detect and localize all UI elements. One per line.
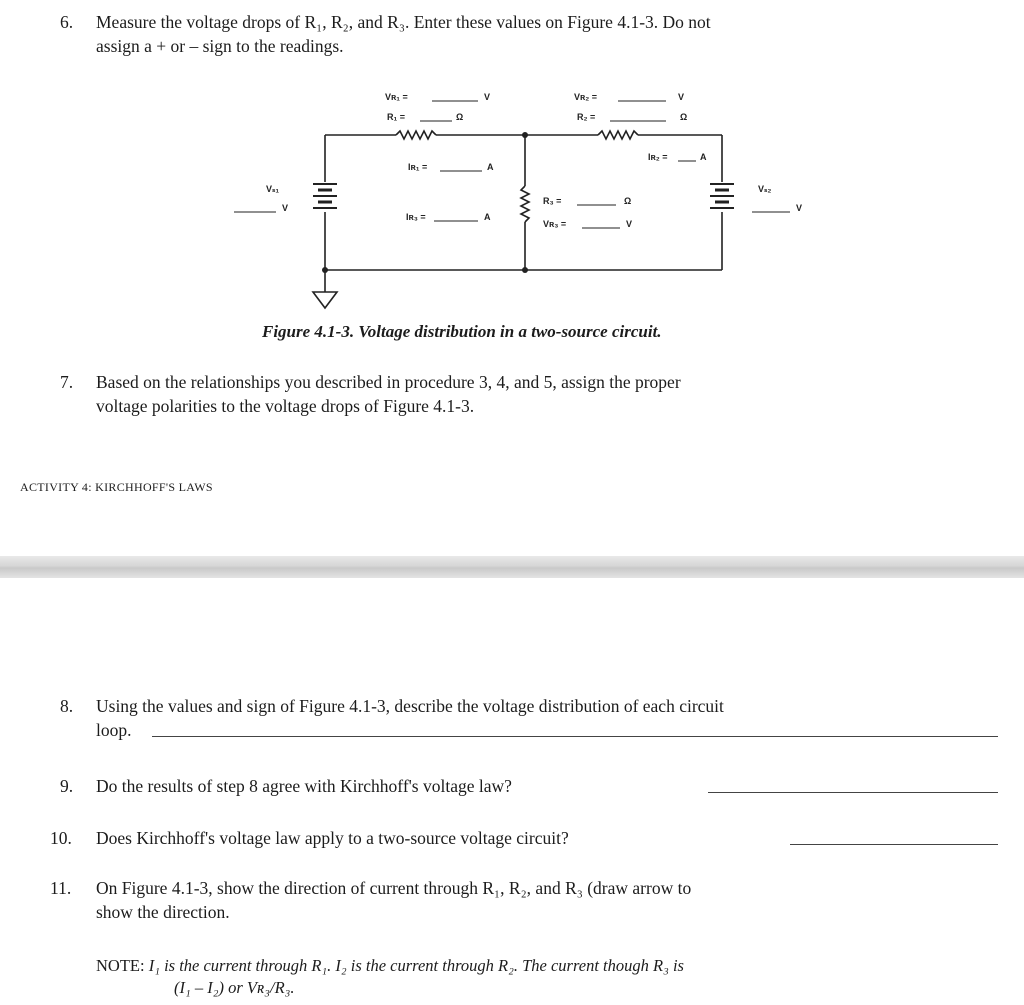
question-10	[50, 826, 1010, 852]
resistor-r1-symbol	[396, 131, 436, 139]
circuit-diagram	[0, 0, 1024, 320]
question-text-line-1: Using the values and sign of Figure 4.1-3, describe the voltage distribution of each circuit	[96, 696, 724, 716]
vs2-unit: V	[796, 203, 803, 213]
vr2-label: Vʀ₂ =	[574, 92, 598, 102]
question-text-line-1: Measure the voltage drops of R₁, R₂, and R₃. Enter these values on Figure 4.1-3. Do not	[96, 12, 711, 32]
vr3-unit: V	[626, 219, 633, 229]
question-text: Do the results of step 8 agree with Kirchhoff's voltage law?	[96, 776, 512, 796]
vr1-unit: V	[484, 92, 491, 102]
ground-icon	[313, 292, 337, 308]
figure-caption: Figure 4.1-3. Voltage distribution in a two-source circuit.	[262, 322, 662, 341]
question-11	[50, 876, 1010, 926]
question-number: 6.	[60, 12, 74, 32]
question-number: 7.	[60, 372, 74, 392]
r1-unit: Ω	[456, 112, 464, 122]
question-7	[60, 370, 1000, 420]
vs2-label: Vₛ₂	[758, 184, 772, 194]
battery-vs2-symbol	[710, 184, 734, 208]
vr1-label: Vʀ₁ =	[385, 92, 408, 102]
answer-blank-10[interactable]	[790, 826, 998, 845]
ir3-label: Iʀ₃ =	[406, 212, 426, 222]
r3-unit: Ω	[624, 196, 632, 206]
battery-vs1-symbol	[313, 184, 337, 208]
r3-label: R₃ =	[543, 196, 562, 206]
vr3-label: Vʀ₃ =	[543, 219, 567, 229]
question-number: 9.	[60, 776, 74, 796]
r1-label: R₁ =	[387, 112, 405, 122]
vs1-unit: V	[282, 203, 289, 213]
question-text: Does Kirchhoff's voltage law apply to a two-source voltage circuit?	[96, 828, 569, 848]
note-text-1: is the current through R₁.	[159, 956, 336, 975]
question-number: 8.	[60, 696, 74, 716]
ir1-unit: A	[487, 162, 494, 172]
activity-heading: ACTIVITY 4: KIRCHHOFF'S LAWS	[20, 480, 213, 494]
ir2-unit: A	[700, 152, 707, 162]
r2-unit: Ω	[680, 112, 688, 122]
note-line-2	[96, 977, 996, 999]
answer-blank-8[interactable]	[152, 718, 998, 737]
ir3-unit: A	[484, 212, 491, 222]
resistor-r3-symbol	[521, 186, 529, 222]
note-line-1	[96, 955, 996, 977]
resistor-r2-symbol	[598, 131, 638, 139]
question-number: 11.	[50, 878, 72, 898]
question-text-line-1: Based on the relationships you described in procedure 3, 4, and 5, assign the proper	[96, 372, 681, 392]
page-divider	[0, 556, 1024, 578]
question-text-line-2: voltage polarities to the voltage drops of Figure 4.1-3.	[96, 396, 475, 416]
note-i1: I₁	[148, 956, 160, 975]
question-text-line-2: show the direction.	[96, 902, 230, 922]
note-text-2: is the current through R₂. The current though R₃ is	[346, 956, 684, 975]
r2-label: R₂ =	[577, 112, 596, 122]
note	[96, 955, 996, 999]
note-label: NOTE:	[96, 956, 145, 975]
vr2-unit: V	[678, 92, 685, 102]
junction-dots	[322, 132, 528, 273]
question-text-line-1: On Figure 4.1-3, show the direction of current through R₁, R₂, and R₃ (draw arrow to	[96, 878, 692, 898]
answer-blank-9[interactable]	[708, 774, 998, 793]
question-9	[60, 774, 1010, 800]
question-text-line-2: loop.	[96, 720, 132, 740]
ir1-label: Iʀ₁ =	[408, 162, 428, 172]
question-text-line-2: assign a + or – sign to the readings.	[96, 36, 344, 56]
question-number: 10.	[50, 828, 72, 848]
note-formula: (I₁ – I₂) or Vʀ₃/R₃.	[174, 978, 295, 997]
ir2-label: Iʀ₂ =	[648, 152, 668, 162]
note-i2: I₂	[335, 956, 347, 975]
vs1-label: Vₛ₁	[266, 184, 280, 194]
question-8	[60, 694, 1010, 744]
